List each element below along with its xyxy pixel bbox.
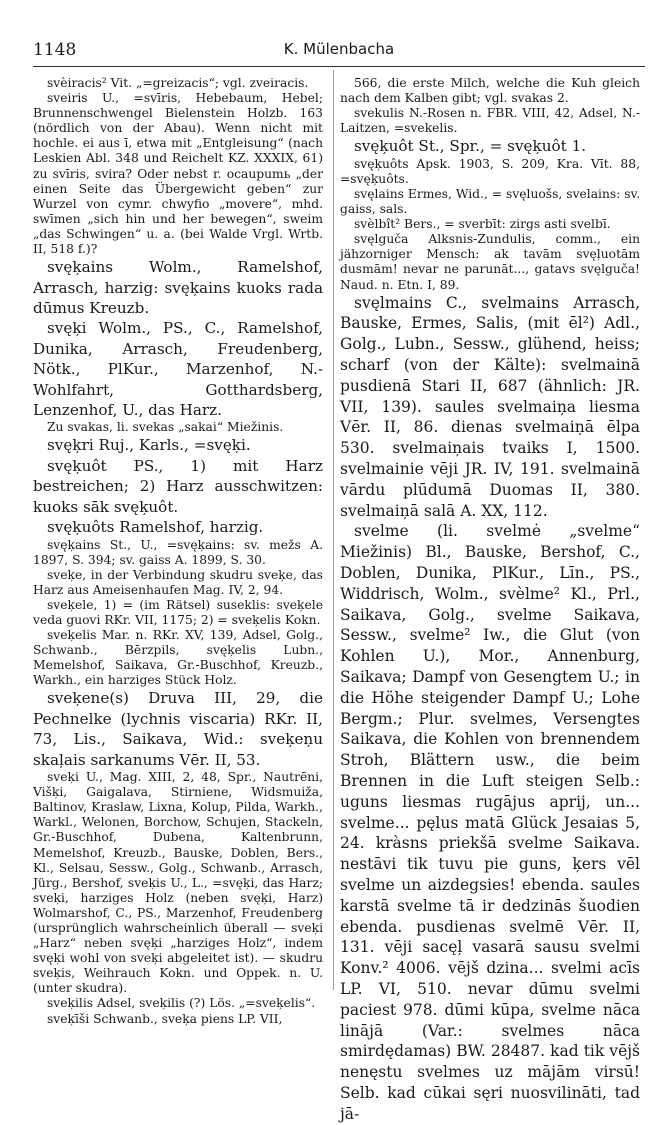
dictionary-entry: svęķains St., U., =svęķains: sv. mežs A. 1897, S. 394; sv. gaiss A. 1899, S. 30. xyxy=(33,537,323,567)
running-title: K. Mülenbacha xyxy=(283,40,395,58)
dictionary-entry: svęlains Ermes, Wid., = svęluošs, svelains: sv. gaiss, sals. xyxy=(340,186,640,217)
dictionary-entry: sveķelis Mar. n. RKr. XV, 139, Adsel, Golg., Schwanb., Bērzpils, svęķelis Lubn., Memelshof, Saikava, Gr.-Buschhof, Kreuzb., Warkh., ein harziges Stück Holz. xyxy=(33,628,323,688)
dictionary-entry: Zu svakas, li. svekas „sakai“ Miežinis. xyxy=(47,420,284,435)
dictionary-entry: sveķi U., Mag. XIII, 2, 48, Spr., Nautrēni, Višķi, Gaigalava, Stirniene, Widsmuiža, Baltinov, Kraslaw, Lixna, Kolup, Pilda, Warkh., Warkl., Welonen, Borchow, Schujen, Stackeln, Gr.-Buschhof, Dubena, Kaltenbrunn, Memelshof, Kreuzb., Bauske, Doblen, Bers., Kl., Selsau, Sessw., Golg., Schwanb., Arrasch, Jürg., Bershof, sveķis U., L., =svęķi, das Harz; sveķi, harziges Holz (neben svęķi, Harz) Wolmarshof, C., PS., Marzenhof, Freudenberg (ursprünglich wahrscheinlich überall — sveķi „Harz“ neben svęķi „harziges Holz“, indem svęķi wohl von sveķi abgeleitet ist). — skudru sveķis, Weihrauch Kokn. und Oppek. n. U. (unter skudra). xyxy=(33,770,323,996)
dictionary-entry: sveķene(s) Druva III, 29, die Pechnelke (lychnis viscaria) RKr. II, 73, Lis., Saikava, Wid.: sveķeņu skaļais sarkanums Vēr. II, 53. xyxy=(33,689,323,769)
dictionary-entry: sveiris U., =svīris, Hebebaum, Hebel; Brunnenschwengel Bielenstein Holzb. 163 (nördlich von der Abau). Wenn nicht mit hochle. ei aus ī, etwa mit „Entgleisung“ (nach Leskien Abl. 348 und Reichelt KZ. XXXIX, 61) zu svīris, svira? Oder nebst r. ocaupumь „der einen Seite das Übergewicht geben“ zur Wurzel von cymr. chwyfio „movere“, mhd. swīmen „sich hin und her bewegen“, sweim „das Schwingen“ u. a. (bei Walde Vrgl. Wrtb. II, 518 f.)? xyxy=(33,91,323,257)
dictionary-entry: 566, die erste Milch, welche die Kuh gleich nach dem Kalben gibt; vgl. svakas 2. xyxy=(340,76,640,106)
page-header xyxy=(33,40,645,64)
left-column xyxy=(33,76,323,1026)
dictionary-entry: svęķri Ruj., Karls., =svęķi. xyxy=(47,436,251,455)
page-number: 1148 xyxy=(33,40,77,60)
dictionary-entry: svèiracis² Vit. „=greizacis“; vgl. zveiracis. xyxy=(47,76,309,90)
dictionary-entry: sveķīši Schwanb., sveķa piens LP. VII, xyxy=(47,1011,283,1026)
dictionary-entry: svęķuôt PS., 1) mit Harz bestreichen; 2) Harz ausschwitzen: kuoks sāk svęķuôt. xyxy=(33,456,323,516)
dictionary-entry: svęķuôts Apsk. 1903, S. 209, Kra. Vīt. 88, =svęķuôts. xyxy=(340,156,640,186)
dictionary-entry: svekulis N.-Rosen n. FBR. VIII, 42, Adsel, N.-Laitzen, =svekelis. xyxy=(340,106,640,136)
header-rule xyxy=(33,66,645,67)
right-column xyxy=(340,76,640,1123)
dictionary-entry: svèlbît² Bers., = sverbīt: zirgs asti svelbī. xyxy=(354,217,611,232)
dictionary-entry: svęķuôts Ramelshof, harzig. xyxy=(47,518,264,537)
dictionary-entry: svęķains Wolm., Ramelshof, Arrasch, harzig: svęķains kuoks rada dūmus Kreuzb. xyxy=(33,258,323,317)
dictionary-entry: svęlguča Alksnis-Zundulis, comm., ein jähzorniger Mensch: ak tavām svęļuotām dusmām! nevar ne parunāt..., gatavs svęlguča! Naud. n. Etn. I, 89. xyxy=(340,232,640,292)
dictionary-entry: svęlmains C., svelmains Arrasch, Bauske, Ermes, Salis, (mit ēl²) Adl., Golg., Lubn., Sessw., glühend, heiss; scharf (von der Kälte): svelmainā pusdienā Stari II, 687 (ähnlich: JR. VII, 139). saules svelmaiņa liesma Vēr. II, 86. dienas svelmaiņā ēlpa 530. svelmaiņais tvaiks I, 1500. svelmainie vēji JR. IV, 191. svelmainā vārdu plūdumā Duomas II, 380. svelmaiņā salā A. XX, 112. xyxy=(340,293,640,520)
dictionary-entry: sveķele, 1) = (im Rätsel) suseklis: sveķele veda guovi RKr. VII, 1175; 2) = sveķelis Kokn. xyxy=(33,597,323,627)
dictionary-entry: svęķuôt St., Spr., = svęķuôt 1. xyxy=(354,137,587,156)
column-divider xyxy=(333,70,334,990)
dictionary-entry: sveķe, in der Verbindung skudru sveķe, das Harz aus Ameisenhaufen Mag. IV, 2, 94. xyxy=(33,567,323,597)
dictionary-entry: svęķi Wolm., PS., C., Ramelshof, Dunika, Arrasch, Freudenberg, Nötk., PlKur., Marzenhof, N.-Wohlfahrt, Gotthardsberg, Lenzenhof, U., das Harz. xyxy=(33,319,323,419)
dictionary-entry: svelme (li. svelmė „svelme“ Miežinis) Bl., Bauske, Bershof, C., Doblen, Dunika, PlKur., Līn., PS., Widdrisch, Wolm., svèlme² Kl., Prl., Saikava, Golg., svelme Saikava, Sessw., svelme² Iw., die Glut (von Kohlen U.), Mor., Annenburg, Saikava; Dampf von Gesengtem U.; in die Höhe steigender Dampf U.; Lohe Bergm.; Plur. svelmes, Versengtes Saikava, die Kohlen von brennendem Stroh, Blättern usw., die beim Brennen in die Luft steigen Selb.: uguns liesmas rugājus aprij, un... svelme... pęlus matā Glück Jesaias 5, 24. kràsns priekšā svelme Saikava. nestāvi tik tuvu pie guns, ķers vēl svelme un aizdegsies! ebenda. saules karstā svelme tā ir dedzinās šuodien ebenda. pusdienas svelmē Vēr. II, 131. vēji sacęļ vasarā sausu svelmi Konv.² 4006. vējš dzina... svelmi acīs LP. VI, 510. nevar dūmu svelmi paciest 978. dūmi kūpa, svelme nāca linājā (Var.: svelmes nāca smirdędamas) BW. 28487. kad tik vējš nenęstu svelmes uz mājām virsū! Selb. kad cūkai sęri nuosvilināti, tad jā- xyxy=(340,522,640,1123)
dictionary-entry: sveķilis Adsel, sveķilis (?) Lös. „=sveķelis“. xyxy=(47,996,316,1011)
